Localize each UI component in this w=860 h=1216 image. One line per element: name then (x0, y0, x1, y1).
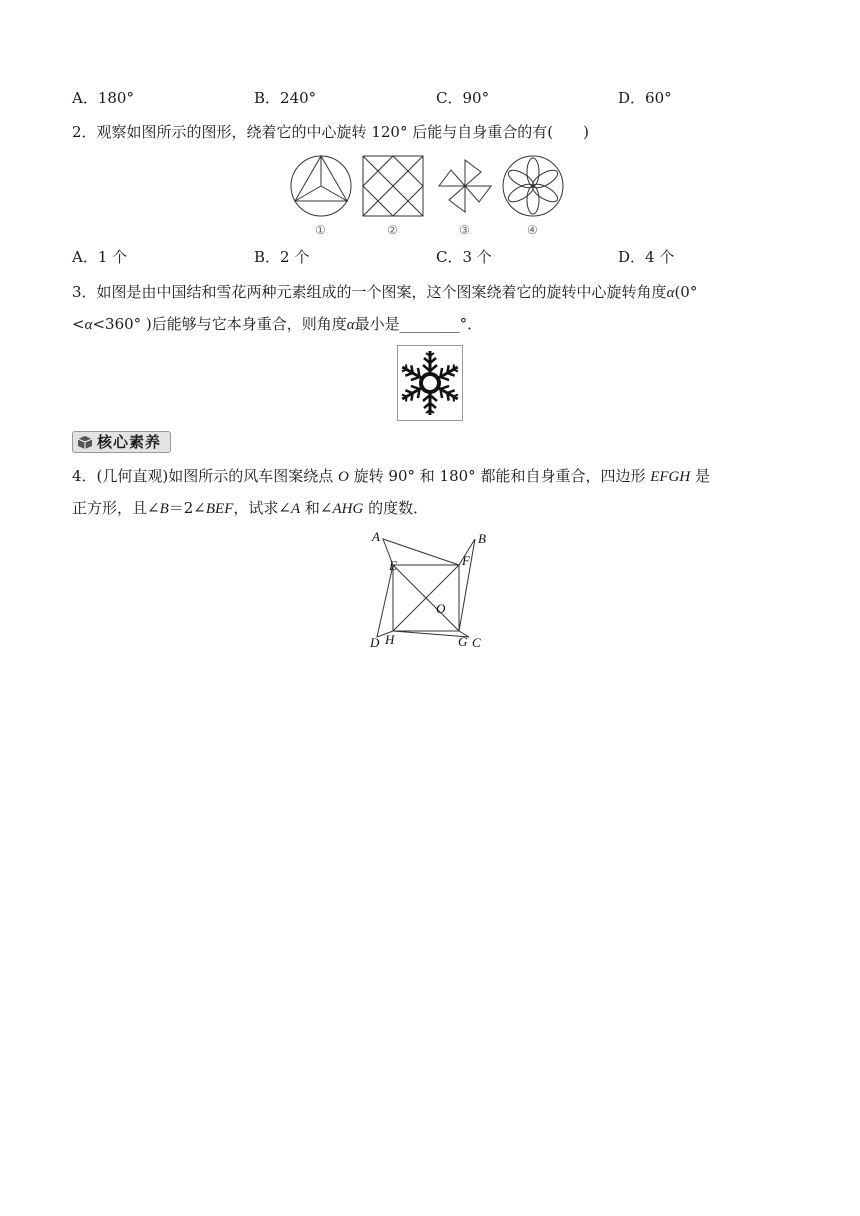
figure-label-4: ④ (527, 223, 538, 237)
q3-line-2 (72, 314, 482, 335)
q2-stem: 2．观察如图所示的图形，绕着它的中心旋转 120° 后能与自身重合的有( ) (72, 123, 589, 141)
q3-text: < (72, 315, 85, 333)
label-h: H (385, 632, 395, 647)
section-tag (72, 431, 171, 453)
q4-ahg: AHG (332, 501, 364, 517)
section-tag-label: 核心素养 (97, 433, 162, 451)
label-c: C (472, 635, 481, 650)
q3-text: (0° (674, 283, 698, 301)
q3-alpha: α (666, 285, 675, 301)
q4-point-o: O (338, 469, 349, 485)
triangle-d (377, 565, 393, 637)
q2-option-c: C．3 个 (436, 248, 492, 266)
q4-text: 4．(几何直观)如图所示的风车图案绕点 (72, 467, 334, 485)
q4-text: 是 (695, 467, 711, 485)
label-o: O (436, 601, 446, 616)
figure-1-circle-triangle (291, 156, 351, 216)
q2-option-b: B．2 个 (254, 248, 310, 266)
q4-text: ，试求∠ (233, 499, 291, 517)
windmill-figure (360, 525, 500, 655)
figure-2-square-diamond (363, 156, 423, 216)
q3-text: <360° )后能够与它本身重合，则角度 (92, 315, 347, 333)
q4-b: B (159, 501, 169, 517)
label-a: A (372, 529, 380, 544)
q3-alpha: α (84, 317, 93, 333)
q4-text: 的度数． (368, 499, 429, 517)
label-e: E (389, 558, 397, 573)
q2-option-a: A．1 个 (72, 248, 128, 266)
q4-text: 正方形，且∠ (72, 499, 160, 517)
q1-option-d: D．60° (618, 89, 672, 107)
q4-text: 旋转 90° 和 180° 都能和自身重合，四边形 (353, 467, 646, 485)
label-b: B (478, 531, 486, 546)
q2-figures (285, 148, 565, 238)
q2-option-d: D．4 个 (618, 248, 675, 266)
label-g: G (458, 634, 468, 649)
q3-alpha: α (346, 317, 355, 333)
q1-option-b: B．240° (254, 89, 317, 107)
q1-option-a: A．180° (72, 89, 134, 107)
q3-line-1 (72, 282, 697, 303)
q4-line-2 (72, 498, 428, 519)
figure-3-pinwheel (439, 160, 491, 212)
label-f: F (462, 553, 470, 568)
snowflake-image (397, 345, 463, 421)
q4-bef: BEF (205, 501, 234, 517)
q3-text: 3．如图是由中国结和雪花两种元素组成的一个图案，这个图案绕着它的旋转中心旋转角度 (72, 283, 667, 301)
figure-label-2: ② (387, 223, 398, 237)
figure-label-3: ③ (459, 223, 470, 237)
figure-4-flower-circle (503, 156, 563, 216)
q1-option-c: C．90° (436, 89, 490, 107)
q4-text: ＝2∠ (168, 499, 206, 517)
q4-line-1 (72, 466, 710, 487)
q4-a: A (290, 501, 301, 517)
q4-text: 和∠ (304, 499, 333, 517)
cube-icon (77, 435, 93, 450)
q4-efgh: EFGH (650, 469, 691, 485)
label-d: D (370, 635, 380, 650)
figure-label-1: ① (315, 223, 326, 237)
q3-answer-blank: 最小是________°． (354, 315, 483, 333)
